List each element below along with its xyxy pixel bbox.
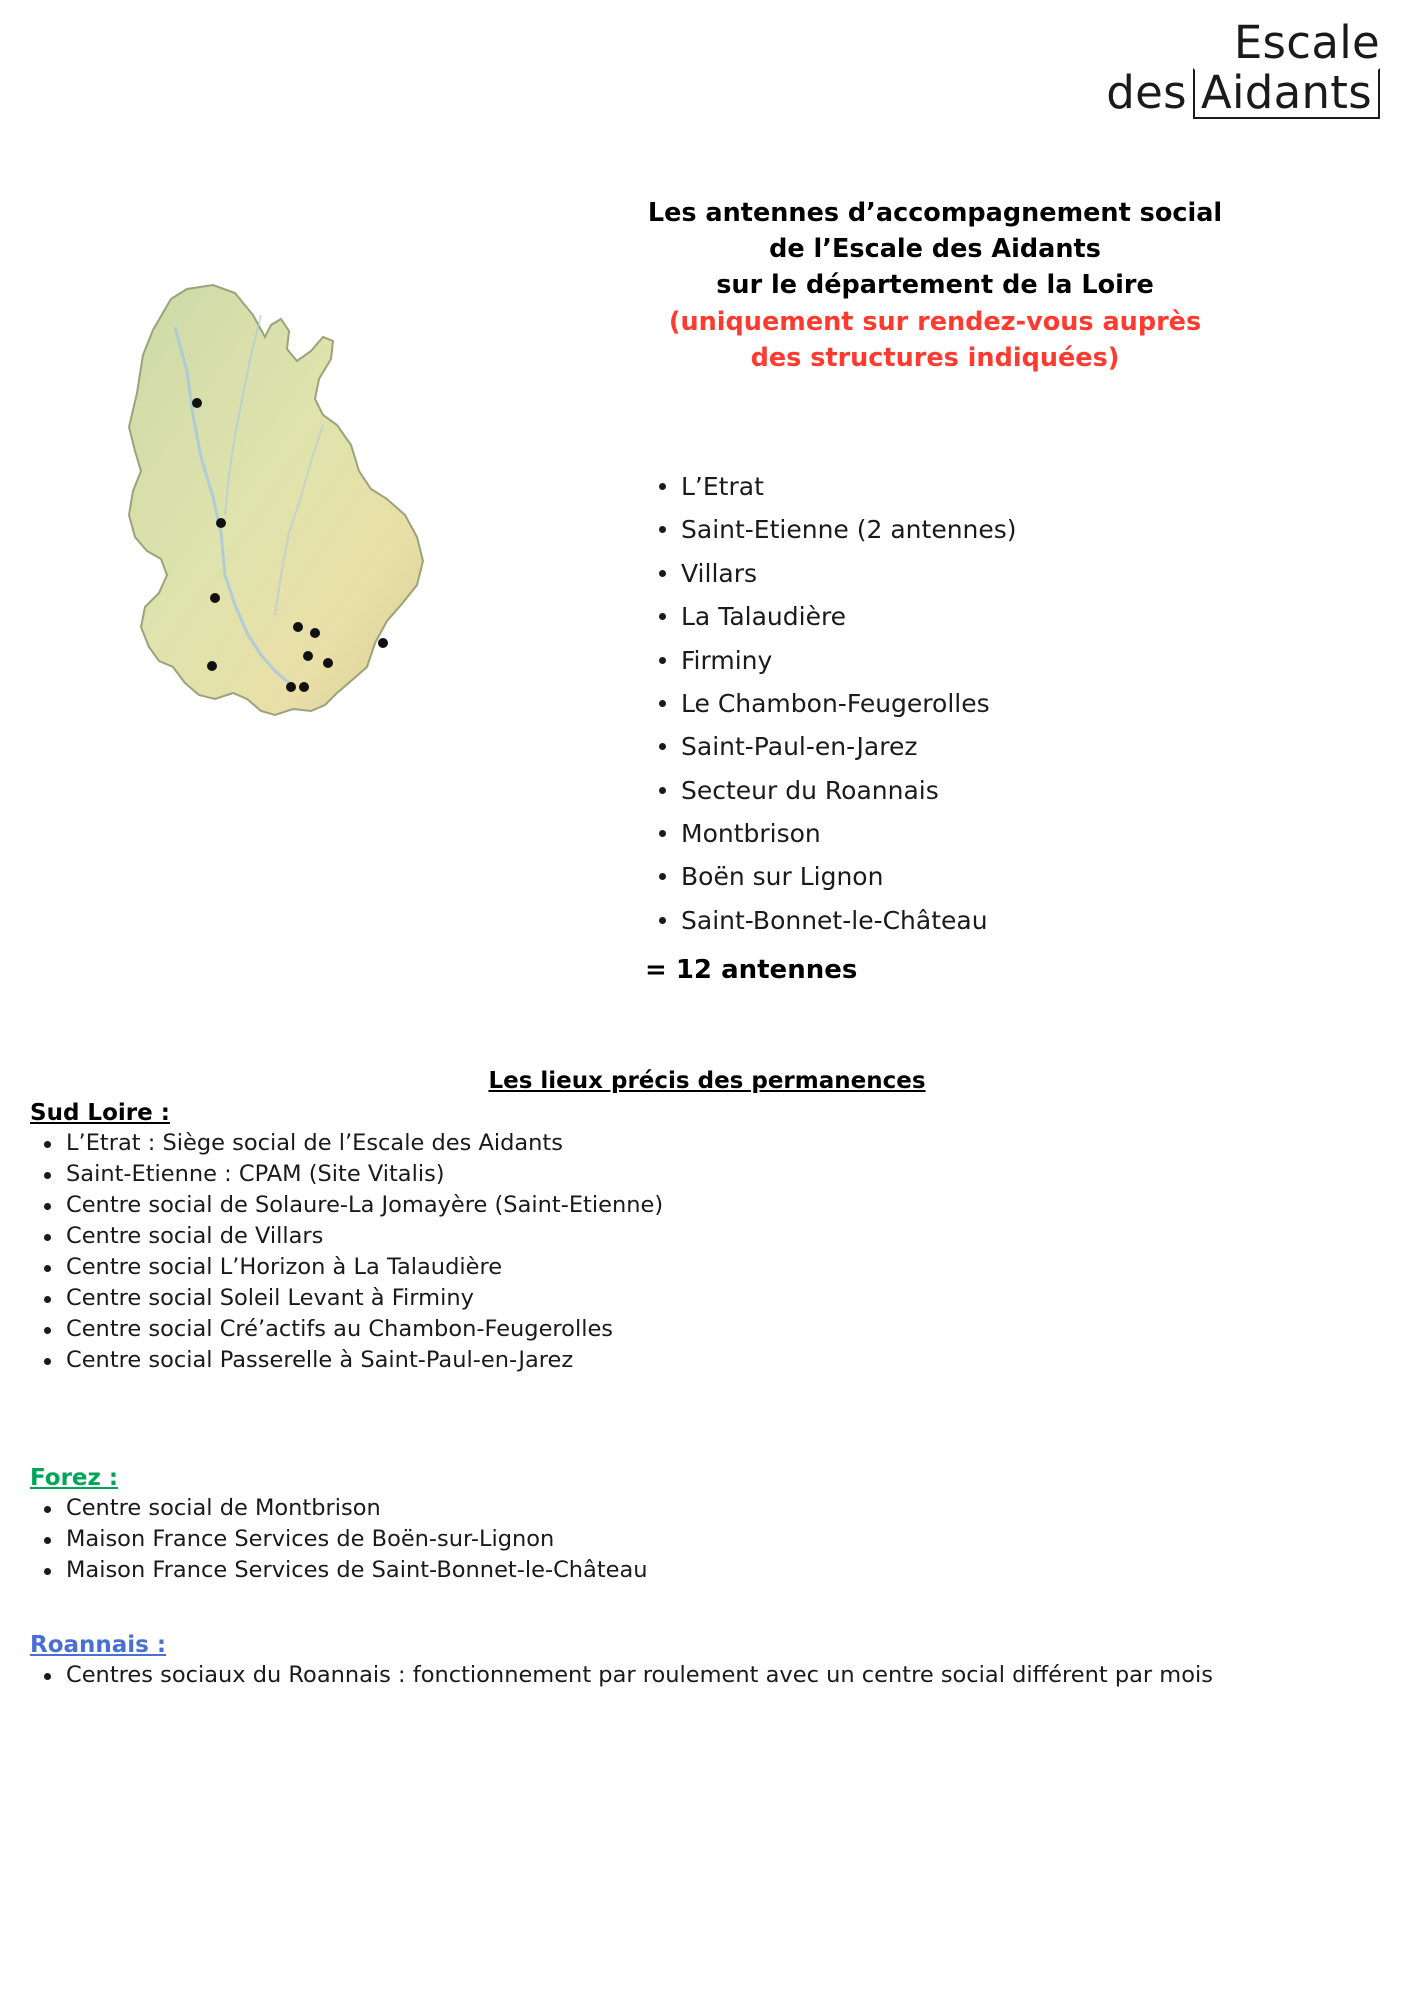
antennes-items: [655, 465, 1355, 942]
list-item: Boën sur Lignon: [681, 855, 1355, 898]
list-item: Secteur du Roannais: [681, 769, 1355, 812]
list-item: Centre social Soleil Levant à Firminy: [66, 1283, 1390, 1314]
logo-line-2-prefix: des: [1106, 65, 1187, 119]
list-item: Centre social de Montbrison: [66, 1493, 1390, 1524]
page-title: [560, 195, 1310, 376]
title-line-5: des structures indiquées): [750, 342, 1120, 373]
list-item: Villars: [681, 552, 1355, 595]
section-items-sud-loire: [30, 1128, 1390, 1376]
section-items-forez: [30, 1493, 1390, 1586]
list-item: L’Etrat: [681, 465, 1355, 508]
section-sud-loire: [30, 1100, 1390, 1376]
section-forez: [30, 1465, 1390, 1586]
list-item: Firminy: [681, 639, 1355, 682]
title-line-2: de l’Escale des Aidants: [769, 234, 1101, 265]
logo-line-2-bracketed: Aidants: [1193, 68, 1380, 119]
section-heading-sud-loire: Sud Loire :: [30, 1100, 170, 1126]
list-item: Centre social de Solaure-La Jomayère (Saint-Etienne): [66, 1190, 1390, 1221]
permanences-title: Les lieux précis des permanences: [488, 1068, 926, 1094]
list-item: Saint-Paul-en-Jarez: [681, 725, 1355, 768]
list-item: Centre social de Villars: [66, 1221, 1390, 1252]
list-item: Maison France Services de Boën-sur-Lignon: [66, 1524, 1390, 1555]
list-item: L’Etrat : Siège social de l’Escale des Aidants: [66, 1128, 1390, 1159]
logo-line-2: [1106, 65, 1380, 119]
list-item: La Talaudière: [681, 595, 1355, 638]
title-line-4: (uniquement sur rendez-vous auprès: [668, 306, 1202, 337]
list-item: Saint-Etienne : CPAM (Site Vitalis): [66, 1159, 1390, 1190]
title-line-1: Les antennes d’accompagnement social: [647, 198, 1223, 228]
title-line-3: sur le département de la Loire: [716, 270, 1154, 301]
list-item: Centre social L’Horizon à La Talaudière: [66, 1252, 1390, 1283]
list-item: Centres sociaux du Roannais : fonctionnement par roulement avec un centre social différent par mois: [66, 1660, 1390, 1691]
section-heading-roannais: Roannais :: [30, 1632, 167, 1658]
list-item: Saint-Bonnet-le-Château: [681, 899, 1355, 942]
section-roannais: [30, 1632, 1390, 1691]
list-item: Centre social Cré’actifs au Chambon-Feugerolles: [66, 1314, 1390, 1345]
list-item: Montbrison: [681, 812, 1355, 855]
list-item: Maison France Services de Saint-Bonnet-le-Château: [66, 1555, 1390, 1586]
logo-escale-des-aidants: [1106, 16, 1380, 119]
antennes-total: = 12 antennes: [645, 955, 858, 985]
section-items-roannais: [30, 1660, 1390, 1691]
list-item: Centre social Passerelle à Saint-Paul-en-Jarez: [66, 1345, 1390, 1376]
list-item: Saint-Etienne (2 antennes): [681, 508, 1355, 551]
list-item: Le Chambon-Feugerolles: [681, 682, 1355, 725]
logo-line-1: Escale: [1233, 16, 1380, 69]
section-heading-forez: Forez :: [30, 1465, 119, 1491]
loire-department-map: [75, 275, 495, 755]
antennes-list: [655, 465, 1355, 942]
